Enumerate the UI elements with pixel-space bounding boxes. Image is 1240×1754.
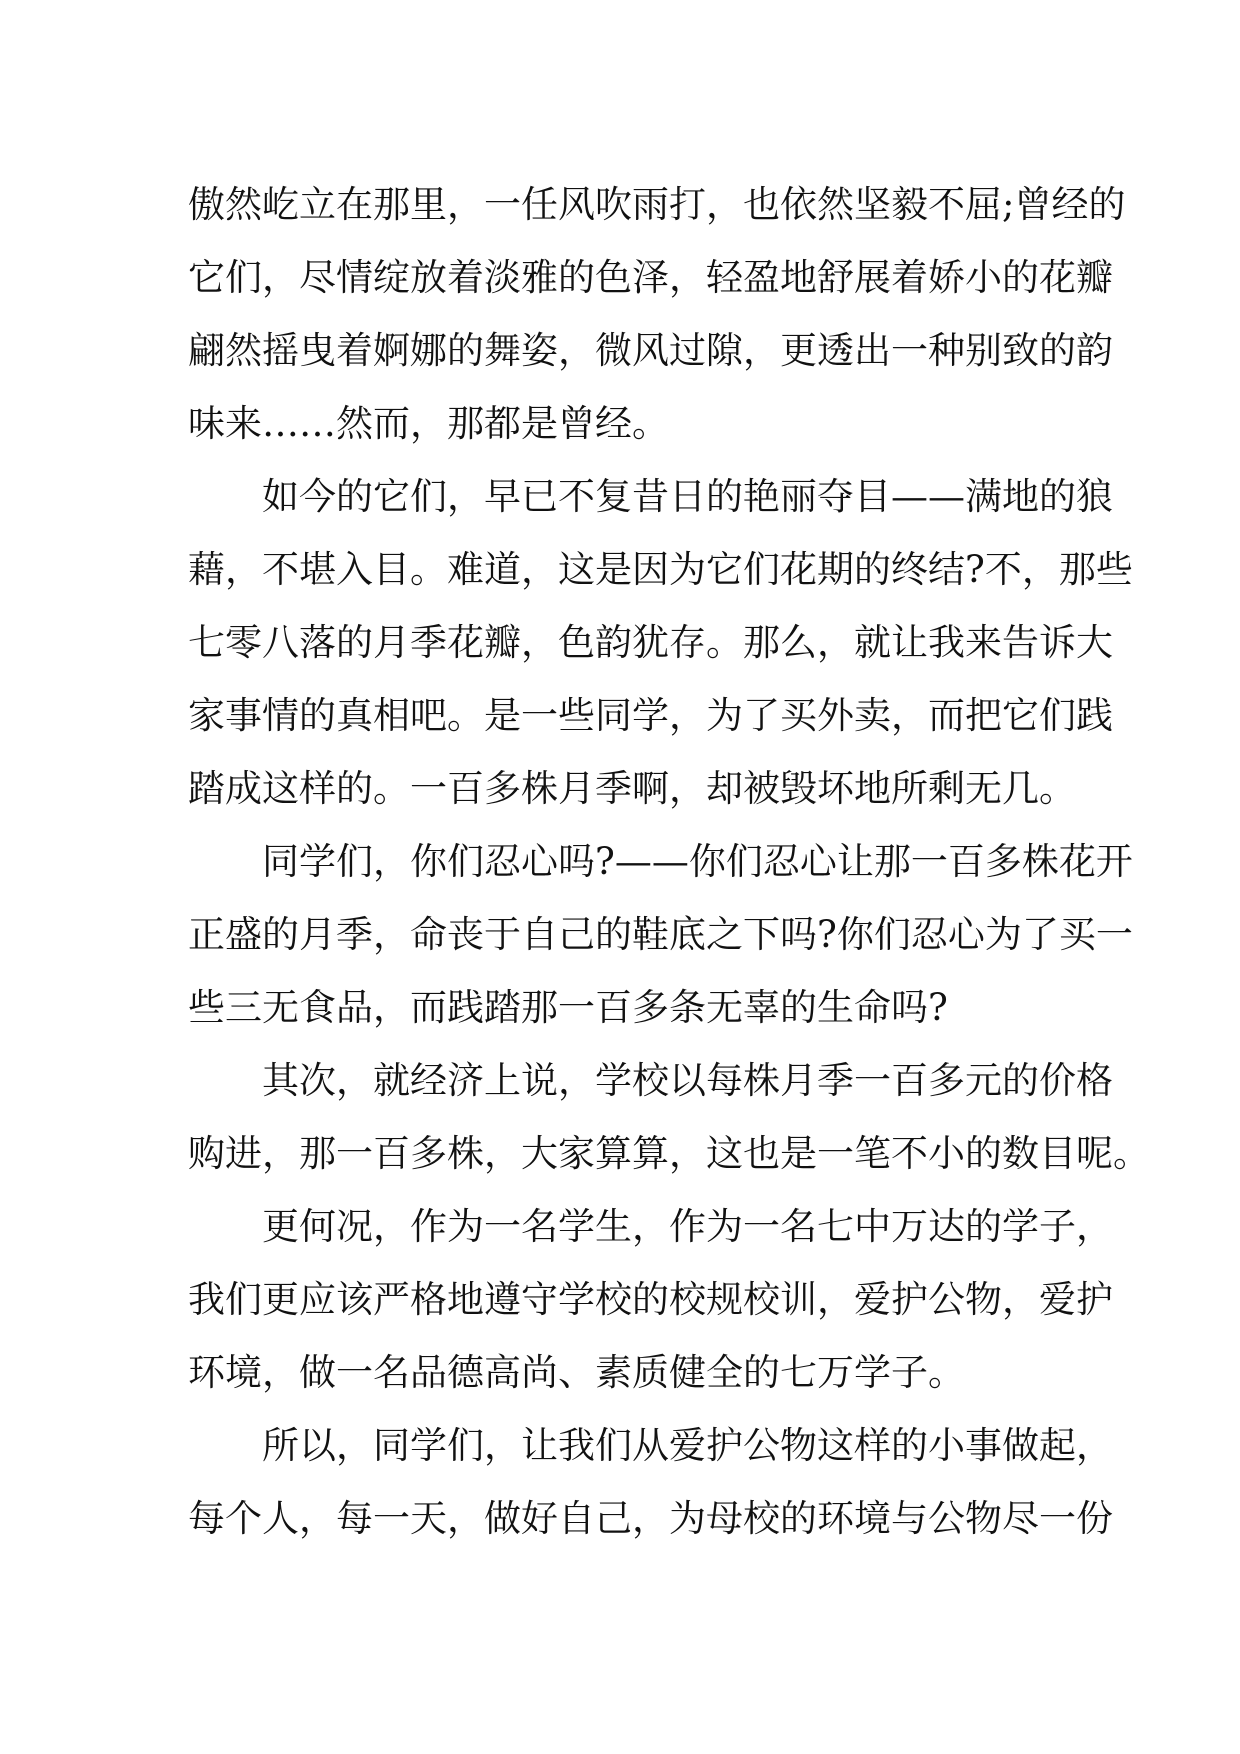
text-line: 每个人，每一天，做好自己，为母校的环境与公物尽一份 [188,1497,1113,1540]
paragraph-first-line: 同学们，你们忍心吗?——你们忍心让那一百多株花开 [262,840,1133,883]
text-line: 傲然屹立在那里，一任风吹雨打，也依然坚毅不屈;曾经的 [188,183,1126,226]
text-line: 正盛的月季，命丧于自己的鞋底之下吗?你们忍心为了买一 [188,913,1133,956]
text-line: 它们，尽情绽放着淡雅的色泽，轻盈地舒展着娇小的花瓣 [188,256,1113,299]
text-line: 味来……然而，那都是曾经。 [188,402,669,445]
body-text [188,168,1150,1555]
text-line: 七零八落的月季花瓣，色韵犹存。那么，就让我来告诉大 [188,621,1113,664]
text-line: 些三无食品，而践踏那一百多条无辜的生命吗? [188,986,948,1029]
paragraph-first-line: 所以，同学们，让我们从爱护公物这样的小事做起， [262,1424,1113,1467]
paragraph-first-line: 更何况，作为一名学生，作为一名七中万达的学子， [262,1205,1113,1248]
text-line: 我们更应该严格地遵守学校的校规校训，爱护公物，爱护 [188,1278,1113,1321]
text-line: 家事情的真相吧。是一些同学，为了买外卖，而把它们践 [188,694,1113,737]
text-line: 环境，做一名品德高尚、素质健全的七万学子。 [188,1351,965,1394]
paragraph-first-line: 如今的它们，早已不复昔日的艳丽夺目——满地的狼 [262,475,1113,518]
text-line: 踏成这样的。一百多株月季啊，却被毁坏地所剩无几。 [188,767,1076,810]
text-line: 翩然摇曳着婀娜的舞姿，微风过隙，更透出一种别致的韵 [188,329,1113,372]
text-line: 藉，不堪入目。难道，这是因为它们花期的终结?不，那些 [188,548,1133,591]
text-line: 购进，那一百多株，大家算算，这也是一笔不小的数目呢。 [188,1132,1150,1175]
paragraph-first-line: 其次，就经济上说，学校以每株月季一百多元的价格 [262,1059,1113,1102]
